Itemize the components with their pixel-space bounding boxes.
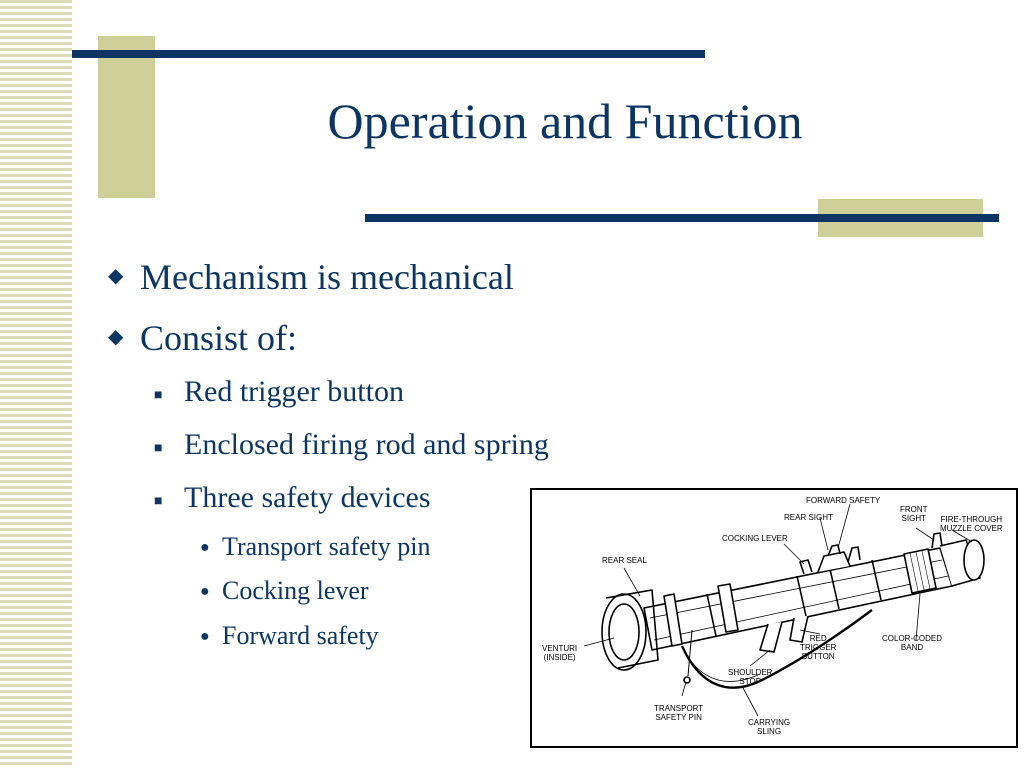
diamond-bullet-icon: ◆ [108, 265, 124, 287]
round-bullet-icon: ● [200, 628, 210, 645]
red-trigger-button-label: RED TRIGGER BUTTON [800, 634, 837, 661]
title-rule-top [72, 50, 705, 58]
square-bullet-icon: ■ [154, 441, 163, 456]
carrying-sling-label: CARRYING SLING [748, 718, 791, 736]
shoulder-stop-label: SHOULDER STOP [728, 668, 773, 686]
transport-safety-pin-label: TRANSPORT SAFETY PIN [654, 704, 704, 722]
bullet-transport-pin: Transport safety pin [222, 532, 431, 561]
venturi-label: VENTURI (INSIDE) [542, 644, 578, 662]
bullet-red-trigger: Red trigger button [184, 375, 404, 408]
rear-sight-label: REAR SIGHT [784, 513, 833, 522]
square-bullet-icon: ■ [154, 494, 163, 509]
color-coded-band-label: COLOR-CODED BAND [882, 634, 943, 652]
bullet-firing-rod: Enclosed firing rod and spring [184, 428, 549, 461]
title-rule-bottom [365, 214, 999, 222]
round-bullet-icon: ● [200, 583, 210, 600]
slide-title: Operation and Function [327, 93, 803, 149]
bullet-forward-safety: Forward safety [222, 621, 379, 650]
cocking-lever-label: COCKING LEVER [722, 534, 788, 543]
front-sight-label: FRONT SIGHT [900, 505, 928, 523]
decorative-stripes [0, 0, 72, 768]
launcher-diagram [530, 488, 1018, 748]
fire-through-muzzle-cover-label: FIRE-THROUGH MUZZLE COVER [940, 515, 1003, 533]
bullet-cocking-lever: Cocking lever [222, 576, 369, 605]
square-bullet-icon: ■ [154, 388, 163, 403]
bullet-consist-of: Consist of: [140, 318, 298, 358]
bullet-mechanism: Mechanism is mechanical [140, 257, 514, 297]
bullet-safety-devices: Three safety devices [184, 481, 431, 514]
diamond-bullet-icon: ◆ [108, 326, 124, 348]
forward-safety-label: FORWARD SAFETY [806, 496, 881, 505]
round-bullet-icon: ● [200, 539, 210, 556]
rear-seal-label: REAR SEAL [602, 556, 647, 565]
accent-block-top [98, 36, 155, 198]
